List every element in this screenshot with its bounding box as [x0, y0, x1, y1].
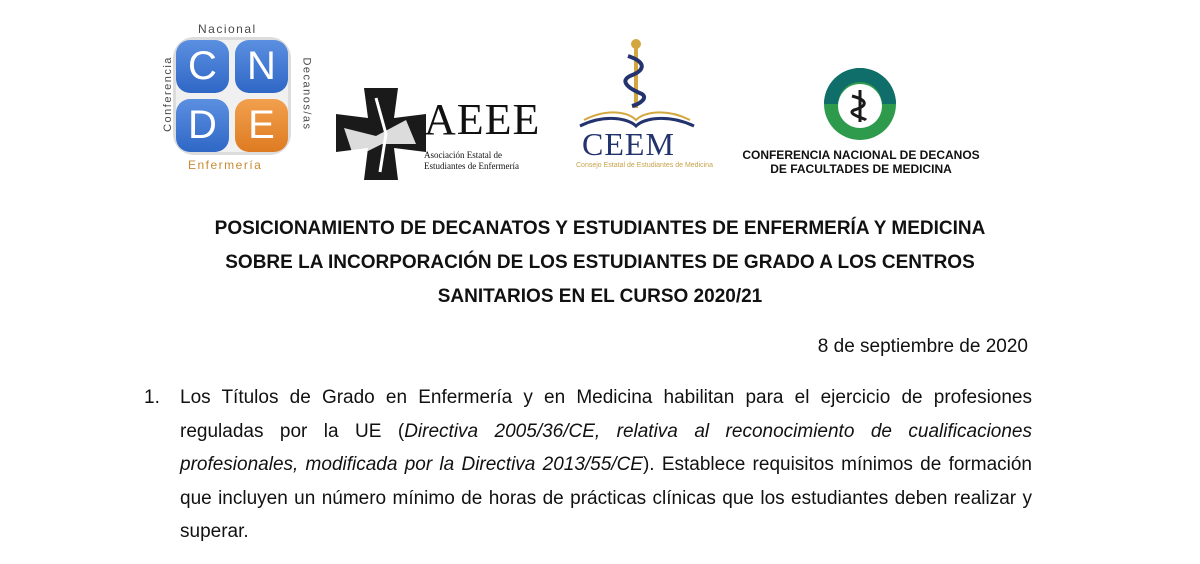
list-item-text [180, 381, 1032, 549]
cnde-letter-c: C [176, 40, 229, 93]
cnde-letter-e: E [235, 99, 288, 152]
cnde-right-word: Decanos/as [300, 57, 313, 131]
ceem-logo [574, 38, 714, 178]
cndfm-name [736, 148, 986, 176]
aeee-subtitle [424, 150, 519, 172]
ceem-title: CEEM [582, 126, 675, 162]
cndfm-logo [732, 64, 992, 184]
logo-bar [0, 0, 1200, 195]
heading-line-2: SOBRE LA INCORPORACIÓN DE LOS ESTUDIANTES DE GRADO A LOS CENTROS [225, 252, 975, 273]
cnde-letter-grid [176, 40, 288, 152]
caduceus-book-icon [574, 38, 714, 130]
heading-line-3: SANITARIOS EN EL CURSO 2020/21 [437, 286, 763, 307]
list-item-text-part2: ). Establece requisitos mínimos de formación que incluyen un número mínimo de horas de prácticas clínicas que los estudiantes deben realizar y superar. [180, 454, 1032, 542]
cnde-letter-n: N [235, 40, 288, 93]
cnde-letter-d: D [176, 99, 229, 152]
list-item-text-italic: Directiva 2005/36/CE, relativa al reconocimiento de cualificaciones profesionales, modificada por la Directiva 2013/55/CE [180, 420, 1032, 475]
aeee-title: AEEE [424, 95, 541, 144]
document-heading [120, 212, 1080, 314]
cnde-left-word: Conferencia [161, 56, 174, 132]
cndfm-line2: DE FACULTADES DE MEDICINA [770, 162, 952, 176]
heading-line-1: POSICIONAMIENTO DE DECANATOS Y ESTUDIANTES DE ENFERMERÍA Y MEDICINA [214, 218, 986, 239]
ceem-subtitle: Consejo Estatal de Estudiantes de Medicina [576, 162, 713, 169]
list-item-text-part1: Los Títulos de Grado en Enfermería y en Medicina habilitan para el ejercicio de profesiones reguladas por la UE ( [180, 387, 1032, 442]
list-item-number: 1. [144, 387, 160, 408]
cndfm-line1: CONFERENCIA NACIONAL DE DECANOS [742, 148, 980, 162]
cndfm-emblem-icon [732, 64, 992, 144]
cnde-bottom-word: Enfermería [188, 158, 263, 172]
document-date: 8 de septiembre de 2020 [817, 336, 1028, 357]
cnde-logo [152, 18, 312, 178]
aeee-subtitle-line1: Asociación Estatal de [424, 150, 502, 160]
aeee-cross-icon [336, 88, 426, 180]
cnde-top-word: Nacional [198, 22, 257, 36]
aeee-logo [336, 88, 546, 184]
aeee-subtitle-line2: Estudiantes de Enfermería [424, 161, 519, 171]
